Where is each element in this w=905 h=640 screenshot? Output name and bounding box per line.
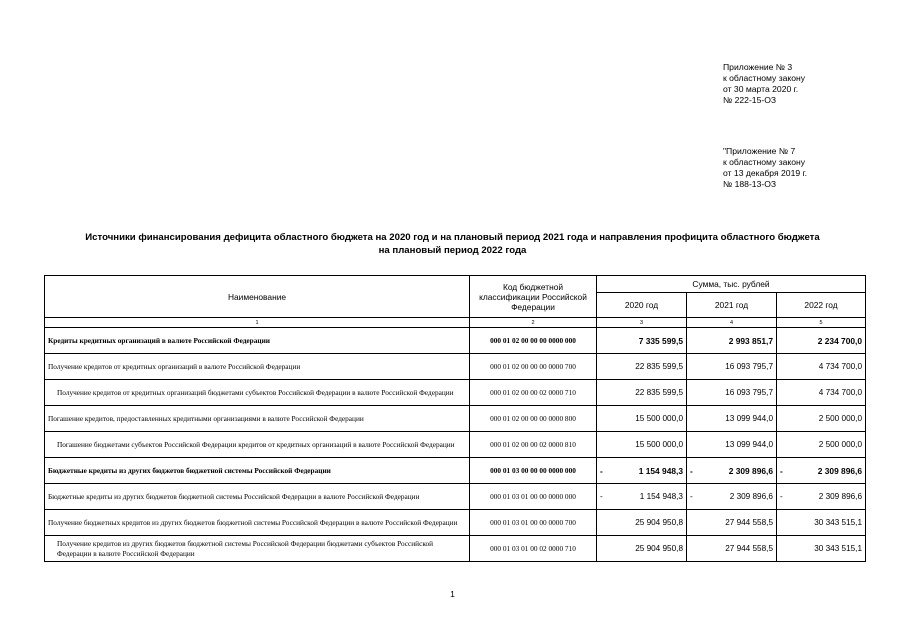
- negative-sign: -: [600, 492, 603, 501]
- row-name: Получение кредитов из других бюджетов бюджетной системы Российской Федерации бюджетами субъектов Российской Федерации в валюте Российской Федерации: [45, 536, 470, 562]
- row-name: Бюджетные кредиты из других бюджетов бюджетной системы Российской Федерации в валюте Российской Федерации: [45, 484, 470, 510]
- row-code: 000 01 02 00 00 00 0000 700: [470, 354, 597, 380]
- row-name: Кредиты кредитных организаций в валюте Российской Федерации: [45, 328, 470, 354]
- table-row: [45, 380, 866, 406]
- header-code: Код бюджетной классификации Российской Федерации: [470, 276, 597, 318]
- value-text: 15 500 000,0: [635, 440, 683, 449]
- row-value-2020: [597, 536, 687, 562]
- header-year-2020: 2020 год: [597, 293, 687, 318]
- row-value-2021: [687, 432, 777, 458]
- value-text: 30 343 515,1: [814, 544, 863, 553]
- negative-sign: -: [690, 465, 693, 476]
- column-number: 1: [45, 318, 470, 328]
- value-text: 1 154 948,3: [639, 492, 683, 501]
- row-code: 000 01 02 00 00 02 0000 710: [470, 380, 597, 406]
- value-text: 2 234 700,0: [817, 335, 863, 346]
- value-text: 2 309 896,6: [729, 492, 773, 501]
- row-value-2020: [597, 484, 687, 510]
- value-text: 2 500 000,0: [818, 440, 863, 449]
- value-text: 15 500 000,0: [635, 414, 683, 423]
- row-value-2022: [777, 406, 866, 432]
- negative-sign: -: [600, 465, 603, 476]
- row-name: Бюджетные кредиты из других бюджетов бюджетной системы Российской Федерации: [45, 458, 470, 484]
- negative-sign: -: [690, 492, 693, 501]
- value-text: 4 734 700,0: [818, 388, 863, 397]
- header-name: Наименование: [45, 276, 470, 318]
- row-value-2022: [777, 380, 866, 406]
- row-value-2022: [777, 536, 866, 562]
- row-code: 000 01 03 00 00 00 0000 000: [470, 458, 597, 484]
- annex-line: № 188-13-ОЗ: [723, 179, 777, 189]
- table-row: [45, 458, 866, 484]
- value-text: 25 904 950,8: [635, 518, 683, 527]
- value-text: 27 944 558,5: [725, 544, 773, 553]
- row-value-2020: [597, 432, 687, 458]
- annex-3-note: [723, 62, 805, 106]
- value-text: 13 099 944,0: [725, 414, 773, 423]
- table-row: [45, 510, 866, 536]
- row-value-2021: [687, 380, 777, 406]
- value-text: 16 093 795,7: [725, 388, 773, 397]
- row-value-2021: [687, 510, 777, 536]
- column-number: 5: [777, 318, 866, 328]
- row-value-2022: [777, 510, 866, 536]
- row-code: 000 01 02 00 00 02 0000 810: [470, 432, 597, 458]
- row-value-2021: [687, 536, 777, 562]
- value-text: 27 944 558,5: [725, 518, 773, 527]
- table-row: [45, 432, 866, 458]
- row-code: 000 01 02 00 00 00 0000 800: [470, 406, 597, 432]
- value-text: 2 309 896,6: [728, 465, 773, 476]
- value-text: 25 904 950,8: [635, 544, 683, 553]
- annex-line: "Приложение № 7: [723, 146, 796, 156]
- annex-line: к областному закону: [723, 157, 806, 167]
- table-row: [45, 354, 866, 380]
- negative-sign: -: [780, 492, 783, 501]
- row-value-2020: [597, 328, 687, 354]
- row-value-2022: [777, 354, 866, 380]
- value-text: 2 309 896,6: [817, 465, 863, 476]
- row-value-2020: [597, 510, 687, 536]
- row-name: Погашение кредитов, предоставленных кредитными организациями в валюте Российской Федерации: [45, 406, 470, 432]
- row-name: Получение бюджетных кредитов из других бюджетов бюджетной системы Российской Федерации в валюте Российской Федерации: [45, 510, 470, 536]
- value-text: 2 500 000,0: [818, 414, 863, 423]
- row-value-2022: [777, 484, 866, 510]
- value-text: 22 835 599,5: [635, 388, 683, 397]
- table-row: [45, 328, 866, 354]
- row-value-2020: [597, 380, 687, 406]
- annex-7-note: [723, 146, 807, 190]
- title-line: на плановый период 2022 года: [378, 245, 527, 256]
- column-number: 2: [470, 318, 597, 328]
- row-name: Погашение бюджетами субъектов Российской Федерации кредитов от кредитных организаций в валюте Российской Федерации: [45, 432, 470, 458]
- row-value-2022: [777, 328, 866, 354]
- value-text: 4 734 700,0: [818, 362, 863, 371]
- title-line: Источники финансирования дефицита областного бюджета на 2020 год и на плановый период 2021 года и направления профицита областного бюджета: [85, 232, 820, 243]
- value-text: 30 343 515,1: [814, 518, 863, 527]
- row-value-2020: [597, 354, 687, 380]
- row-value-2021: [687, 328, 777, 354]
- header-year-2021: 2021 год: [687, 293, 777, 318]
- page-number: 1: [450, 589, 455, 599]
- annex-line: от 30 марта 2020 г.: [723, 84, 799, 94]
- table-row: [45, 406, 866, 432]
- annex-line: от 13 декабря 2019 г.: [723, 168, 808, 178]
- row-value-2021: [687, 406, 777, 432]
- row-value-2022: [777, 458, 866, 484]
- value-text: 2 993 851,7: [728, 335, 773, 346]
- annex-line: к областному закону: [723, 73, 806, 83]
- annex-line: Приложение № 3: [723, 62, 793, 72]
- row-name: Получение кредитов от кредитных организаций в валюте Российской Федерации: [45, 354, 470, 380]
- row-code: 000 01 02 00 00 00 0000 000: [470, 328, 597, 354]
- column-numbers-row: [45, 318, 866, 328]
- value-text: 16 093 795,7: [725, 362, 773, 371]
- row-value-2020: [597, 458, 687, 484]
- negative-sign: -: [780, 465, 783, 476]
- annex-line: № 222-15-ОЗ: [723, 95, 777, 105]
- header-year-2022: 2022 год: [777, 293, 866, 318]
- row-value-2021: [687, 458, 777, 484]
- value-text: 2 309 896,6: [818, 492, 863, 501]
- value-text: 7 335 599,5: [638, 335, 683, 346]
- table-row: [45, 536, 866, 562]
- financing-sources-table: [44, 275, 866, 562]
- row-value-2020: [597, 406, 687, 432]
- row-value-2022: [777, 432, 866, 458]
- column-number: 4: [687, 318, 777, 328]
- row-code: 000 01 03 01 00 02 0000 710: [470, 536, 597, 562]
- row-value-2021: [687, 484, 777, 510]
- header-sum: Сумма, тыс. рублей: [597, 276, 866, 293]
- value-text: 13 099 944,0: [725, 440, 773, 449]
- document-title: [40, 231, 865, 257]
- column-number: 3: [597, 318, 687, 328]
- row-value-2021: [687, 354, 777, 380]
- value-text: 1 154 948,3: [638, 465, 683, 476]
- value-text: 22 835 599,5: [635, 362, 683, 371]
- row-name: Получение кредитов от кредитных организаций бюджетами субъектов Российской Федерации в валюте Российской Федерации: [45, 380, 470, 406]
- row-code: 000 01 03 01 00 00 0000 700: [470, 510, 597, 536]
- table-row: [45, 484, 866, 510]
- row-code: 000 01 03 01 00 00 0000 000: [470, 484, 597, 510]
